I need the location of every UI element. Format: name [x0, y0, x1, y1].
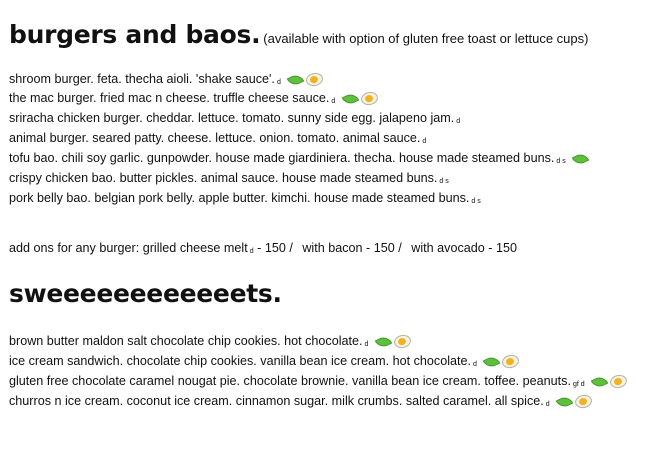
egg-icon: [393, 334, 412, 350]
item-text: crispy chicken bao. butter pickles. animal sauce. house made steamed buns.: [9, 171, 438, 185]
diet-tag: d: [276, 79, 281, 86]
menu-item: [9, 191, 481, 209]
diet-tag: d: [364, 341, 369, 348]
diet-tag: d: [249, 248, 254, 255]
egg-icon: [501, 354, 520, 370]
addon-bacon: with bacon - 150 /: [302, 241, 402, 255]
leaf-icon: [591, 374, 609, 389]
menu-item: [9, 334, 411, 352]
menu-item: [9, 374, 627, 392]
diet-tag: gf d: [572, 381, 585, 388]
menu-item: [9, 171, 449, 189]
leaf-icon: [572, 151, 590, 166]
section-title: sweeeeeeeeeeeets.: [9, 279, 282, 308]
item-text: tofu bao. chili soy garlic. gunpowder. house made giardiniera. thecha. house made steamed buns.: [9, 151, 555, 165]
section-note: (available with option of gluten free toast or lettuce cups): [263, 31, 589, 46]
item-text: sriracha chicken burger. cheddar. lettuce. tomato. sunny side egg. jalapeno jam.: [9, 111, 455, 125]
menu-item: [9, 354, 519, 372]
item-text: gluten free chocolate caramel nougat pie. chocolate brownie. vanilla bean ice cream. toffee. peanuts.: [9, 374, 571, 388]
egg-icon: [574, 394, 593, 410]
section-heading-sweets: [9, 279, 282, 308]
addons-intro: add ons for any burger: grilled cheese melt: [9, 241, 248, 255]
menu-item: [9, 111, 460, 129]
leaf-icon: [483, 354, 501, 369]
menu-item: [9, 91, 378, 109]
addons-line: [9, 241, 517, 255]
addon-melt-price: - 150 /: [257, 241, 293, 255]
item-text: pork belly bao. belgian pork belly. apple butter. kimchi. house made steamed buns.: [9, 191, 470, 205]
section-title: burgers and baos.: [9, 20, 261, 49]
leaf-icon: [556, 394, 574, 409]
item-text: ice cream sandwich. chocolate chip cookies. vanilla bean ice cream. hot chocolate.: [9, 354, 472, 368]
diet-tag: d: [473, 361, 477, 368]
diet-tag: d: [422, 138, 427, 145]
diet-tag: d: [331, 98, 336, 105]
section-heading-burgers: [9, 20, 588, 49]
item-text: shroom burger. feta. thecha aioli. 'shake sauce'.: [9, 72, 275, 86]
leaf-icon: [375, 334, 393, 349]
diet-tag: d: [545, 401, 550, 408]
menu-item: [9, 72, 323, 90]
egg-icon: [305, 72, 324, 88]
diet-tag: d s: [471, 198, 481, 205]
item-text: brown butter maldon salt chocolate chip cookies. hot chocolate.: [9, 334, 363, 348]
leaf-icon: [341, 91, 359, 106]
diet-tag: d: [456, 118, 461, 125]
menu-item: [9, 131, 426, 149]
item-text: the mac burger. fried mac n cheese. truffle cheese sauce.: [9, 91, 330, 105]
menu-item: [9, 151, 588, 169]
egg-icon: [360, 91, 379, 107]
diet-tag: d s: [556, 158, 566, 165]
diet-tag: d s: [439, 178, 449, 185]
item-text: animal burger. seared patty. cheese. lettuce. onion. tomato. animal sauce.: [9, 131, 421, 145]
leaf-icon: [287, 72, 305, 87]
egg-icon: [609, 374, 628, 390]
item-text: churros n ice cream. coconut ice cream. cinnamon sugar. milk crumbs. salted caramel. all spice.: [9, 394, 544, 408]
menu-item: [9, 394, 592, 412]
addon-avocado: with avocado - 150: [411, 241, 517, 255]
